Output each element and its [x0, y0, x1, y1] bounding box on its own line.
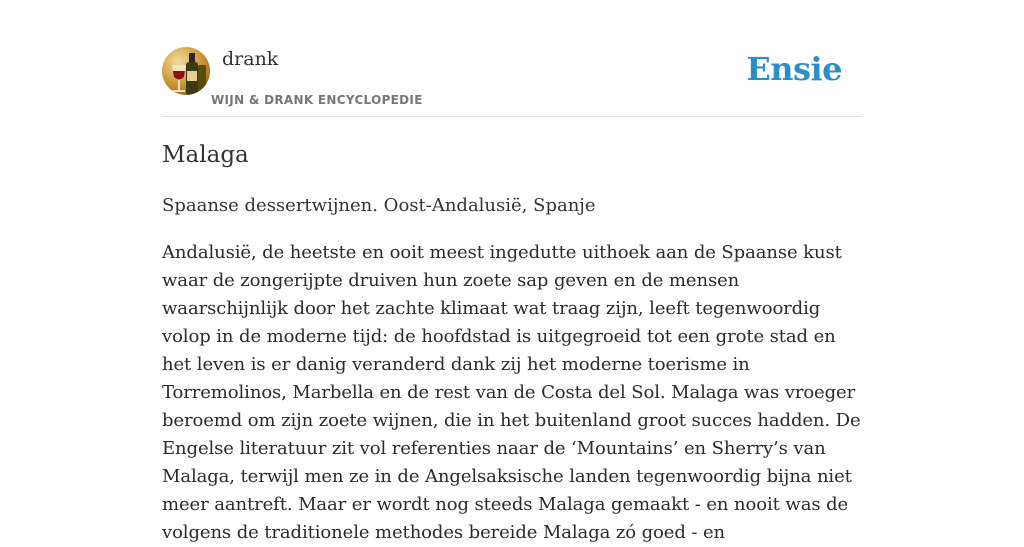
category-title[interactable]: drank — [222, 48, 279, 70]
category-avatar[interactable] — [162, 47, 210, 95]
article-subtitle: Spaanse dessertwijnen. Oost-Andalusië, Spanje — [162, 195, 596, 216]
category-subtitle: WIJN & DRANK ENCYCLOPEDIE — [211, 93, 423, 107]
header — [162, 0, 862, 117]
article-title: Malaga — [162, 142, 249, 168]
article-page — [162, 0, 862, 543]
article-body: Andalusië, de heetste en ooit meest ingedutte uithoek aan de Spaanse kust waar de zongerijpte druiven hun zoete sap geven en de mensen waarschijnlijk door het zachte klimaat wat traag zijn, leeft tegenwoordig volop in de moderne tijd: de hoofdstad is uitgegroeid tot een grote stad en het leven is er danig veranderd dank zij het moderne toerisme in Torremolinos, Marbella en de rest van de Costa del Sol. Malaga was vroeger beroemd om zijn zoete wijnen, die in het buitenland groot succes hadden. De Engelse literatuur zit vol referenties naar de ‘Mountains’ en Sherry’s van Malaga, terwijl men ze in de Angelsaksische landen tegenwoordig bijna niet meer aantreft. Maar er wordt nog steeds Malaga gemaakt - en nooit was de volgens de traditionele methodes bereide Malaga zó goed - en — [162, 242, 861, 543]
ensie-logo[interactable]: Ensie — [746, 50, 842, 88]
wine-bottle-glass-icon — [162, 47, 210, 95]
